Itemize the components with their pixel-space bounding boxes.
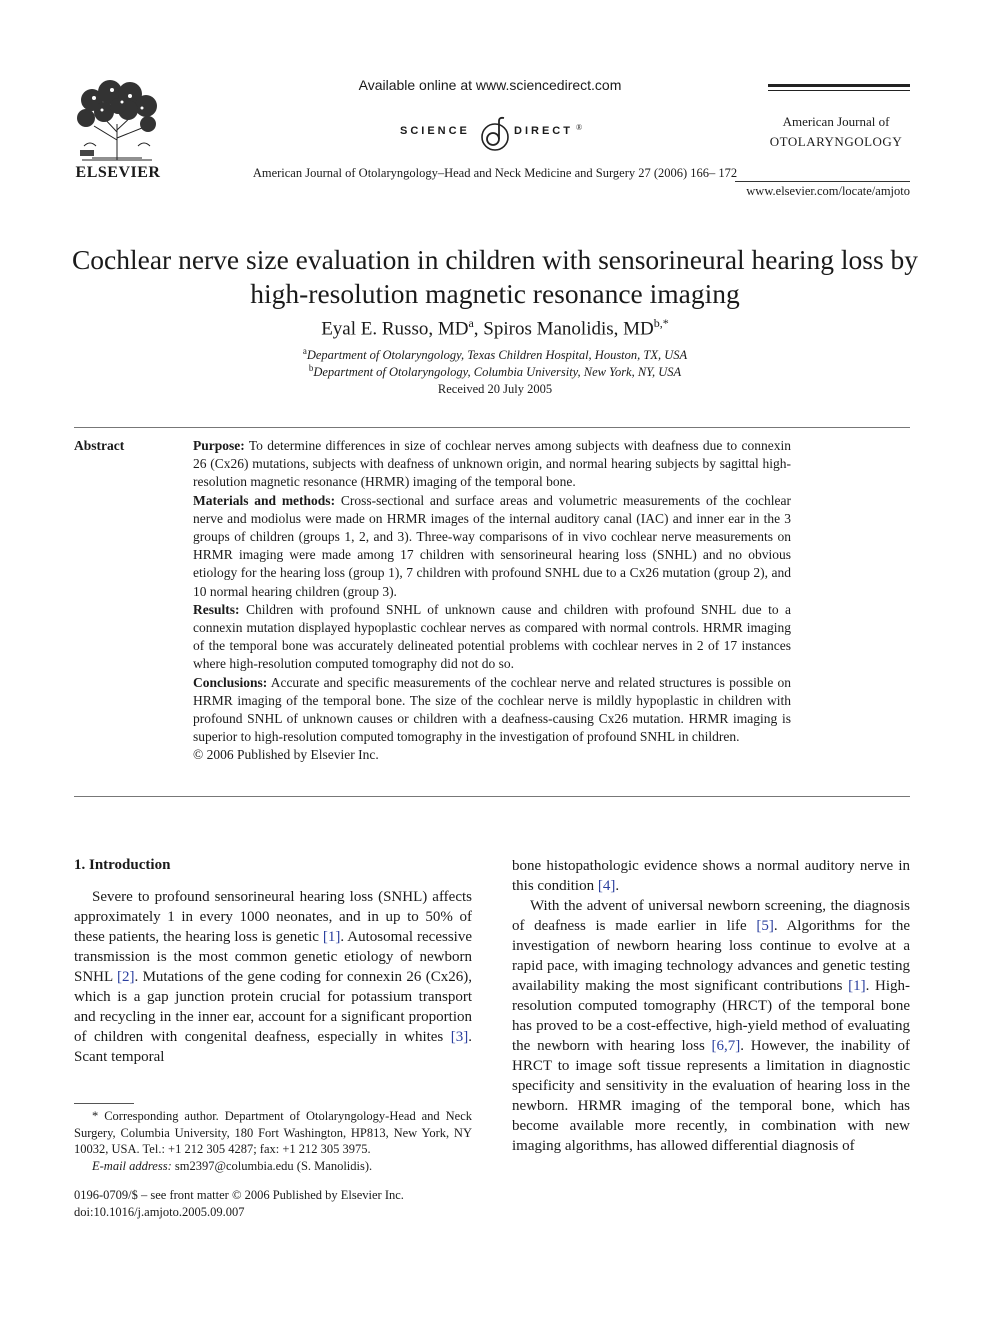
journal-name bbox=[762, 112, 910, 152]
citation-link[interactable]: [6,7] bbox=[711, 1038, 741, 1054]
abstract-methods bbox=[193, 492, 791, 601]
body-text: . Autosomal recessive transmission is the most common genetic etiology of newborn SNHL bbox=[74, 929, 472, 985]
abstract-text: Cross-sectional and surface areas and volumetric measurements of the cochlear nerve and modiolus were made on HRMR images of the internal auditory canal (IAC) and inner ear in the 3 groups of children (groups 1, 2, and 3). Three-way comparisons of in vivo cochlear nerve measurements on HRMR imaging were made among 17 children with sensorineural hearing loss (SNHL) and no obvious etiology for the hearing loss (group 1), 7 children with profound SNHL due to a Cx26 mutation (group 2), and 10 normal hearing children (group 3). bbox=[193, 492, 791, 599]
journal-citation-line: American Journal of Otolaryngology–Head and Neck Medicine and Surgery 27 (2006) 166– 172 bbox=[252, 166, 738, 180]
citation-link[interactable]: [3] bbox=[450, 1029, 469, 1045]
abstract-section-label: Conclusions: bbox=[193, 674, 268, 690]
abstract-text: To determine differences in size of cochlear nerves among subjects with deafness due to connexin 26 (Cx26) mutations, subjects with deafness of unknown origin, and normal hearing subjects by sagittal high-resolution magnetic resonance (HRMR) imaging of the temporal bone. bbox=[193, 438, 791, 490]
email-label: E-mail address: bbox=[92, 1158, 172, 1173]
body-text: . Mutations of the gene coding for connexin 26 (Cx26), which is a gap junction protein crucial for potassium transport and recycling in the inner ear, account for a significant proportion of children with congenital deafness, especially in whites bbox=[74, 969, 472, 1045]
citation-link[interactable]: [4] bbox=[597, 878, 616, 894]
email-note bbox=[74, 1158, 472, 1175]
body-text: . Algorithms for the investigation of newborn hearing loss continue to evolve at a rapid pace, with imaging technology advances and genetic testing availability making the most significant contributions bbox=[512, 918, 910, 994]
affiliation-marker: b bbox=[308, 363, 314, 373]
sd-logo-left: SCIENCE bbox=[400, 125, 470, 137]
abstract-bottom-rule bbox=[74, 796, 910, 797]
left-column bbox=[74, 887, 472, 1067]
citation-link[interactable]: [1] bbox=[848, 978, 866, 994]
sciencedirect-d-icon bbox=[478, 115, 512, 155]
abstract-copyright: © 2006 Published by Elsevier Inc. bbox=[193, 747, 379, 763]
right-column bbox=[512, 856, 910, 1156]
footnote-rule bbox=[74, 1103, 134, 1104]
affiliation-marker: a bbox=[302, 346, 307, 356]
paragraph bbox=[74, 887, 472, 1067]
issn-line: 0196-0709/$ – see front matter © 2006 Published by Elsevier Inc. bbox=[74, 1188, 404, 1202]
abstract-conclusions bbox=[193, 674, 791, 747]
header-rule-thin bbox=[768, 90, 910, 91]
affiliation-text: Department of Otolaryngology, Columbia University, New York, NY, USA bbox=[313, 365, 682, 380]
available-online-line: Available online at www.sciencedirect.com bbox=[358, 77, 622, 93]
received-date: Received 20 July 2005 bbox=[437, 382, 553, 396]
section-heading: 1. Introduction bbox=[74, 857, 171, 873]
body-text: bone histopathologic evidence shows a normal auditory nerve in this condition bbox=[512, 858, 910, 894]
abstract-body bbox=[193, 437, 791, 765]
affiliation-text: Department of Otolaryngology, Texas Children Hospital, Houston, TX, USA bbox=[306, 348, 688, 363]
article-title: Cochlear nerve size evaluation in children with sensorineural hearing loss by high-resolution magnetic resonance imaging bbox=[71, 244, 919, 309]
author-name: Spiros Manolidis, MD bbox=[483, 318, 654, 340]
abstract-section-label: Materials and methods: bbox=[193, 492, 336, 508]
header-rule-thick bbox=[768, 84, 910, 87]
journal-name-line1: American Journal of bbox=[782, 114, 890, 129]
url-rule bbox=[735, 181, 910, 182]
paragraph bbox=[512, 856, 910, 896]
issn-block bbox=[74, 1187, 472, 1220]
sd-logo-right: DIRECT bbox=[514, 125, 573, 137]
doi-line: doi:10.1016/j.amjoto.2005.09.007 bbox=[74, 1204, 245, 1219]
footnote-marker: * bbox=[92, 1109, 105, 1123]
journal-url-link[interactable]: www.elsevier.com/locate/amjoto bbox=[746, 184, 910, 198]
affiliation-b bbox=[60, 363, 930, 380]
body-text: . High-resolution computed tomography (HRCT) of the temporal bone has proved to be a cost-effective, high-yield method of evaluating the newborn with hearing loss bbox=[512, 978, 910, 1054]
abstract-text: Accurate and specific measurements of the cochlear nerve and related structures is possible on HRMR imaging of the temporal bone. The size of the cochlear nerve is mildly hypoplastic in children with profound SNHL of unknown causes or children with a deafness-causing Cx26 mutation. HRMR imaging is superior to high-resolution computed tomography in the investigation of profound SNHL in children. bbox=[193, 674, 791, 745]
abstract-text: Children with profound SNHL of unknown cause and children with profound SNHL due to a connexin mutation displayed hypoplastic cochlear nerves as compared with normal controls. HRMR imaging of the temporal bone was accurately delineated potential problems with cochlear nerves in 2 of 17 instances where high-resolution computed tomography did not do so. bbox=[193, 601, 792, 672]
body-text: With the advent of universal newborn screening, the diagnosis of deafness is made earlier in life bbox=[512, 898, 910, 934]
citation-link[interactable]: [5] bbox=[756, 918, 774, 934]
elsevier-tree-logo bbox=[72, 80, 162, 162]
author-name: Eyal E. Russo, MD bbox=[321, 318, 469, 340]
author-list bbox=[60, 316, 930, 340]
citation-link[interactable]: [2] bbox=[116, 969, 135, 985]
abstract-label: Abstract bbox=[74, 438, 125, 453]
footnote bbox=[74, 1108, 472, 1174]
author-separator: , bbox=[473, 318, 484, 340]
sciencedirect-logo bbox=[400, 115, 586, 155]
abstract-purpose bbox=[193, 437, 791, 492]
journal-name-line2: OTOLARYNGOLOGY bbox=[769, 134, 903, 149]
affiliation-marker: b,* bbox=[653, 316, 669, 330]
body-text: . However, the inability of HRCT to image soft tissue represents a limitation in diagnostic specificity and sensitivity in the evaluation of hearing loss in the newborn. HRMR imaging of the temporal bone, which has become available more recently, in combination with new imaging algorithms, has allowed differential diagnosis of bbox=[512, 1038, 910, 1154]
affiliation-marker: a bbox=[468, 316, 474, 330]
abstract-section-label: Purpose: bbox=[193, 438, 245, 453]
abstract-results bbox=[193, 601, 791, 674]
citation-link[interactable]: [1] bbox=[322, 929, 341, 945]
sd-trademark: ® bbox=[576, 123, 583, 132]
paragraph bbox=[512, 896, 910, 1156]
abstract-top-rule bbox=[74, 427, 910, 428]
publisher-name: ELSEVIER bbox=[75, 164, 161, 181]
body-text: . bbox=[615, 878, 620, 894]
email-address[interactable]: sm2397@columbia.edu (S. Manolidis). bbox=[171, 1158, 373, 1173]
abstract-section-label: Results: bbox=[193, 601, 240, 617]
corresponding-author-note bbox=[74, 1108, 472, 1158]
footnote-text: Corresponding author. Department of Otolaryngology-Head and Neck Surgery, Columbia University, 180 Fort Washington, HP813, New York, NY 10032, USA. Tel.: +1 212 305 4287; fax: +1 212 305 3975. bbox=[74, 1109, 472, 1156]
affiliation-a bbox=[60, 346, 930, 363]
body-text: Severe to profound sensorineural hearing loss (SNHL) affects approximately 1 in every 1000 neonates, and in up to 50% of these patients, the hearing loss is genetic bbox=[74, 889, 472, 945]
body-text: . Scant temporal bbox=[74, 1029, 472, 1065]
